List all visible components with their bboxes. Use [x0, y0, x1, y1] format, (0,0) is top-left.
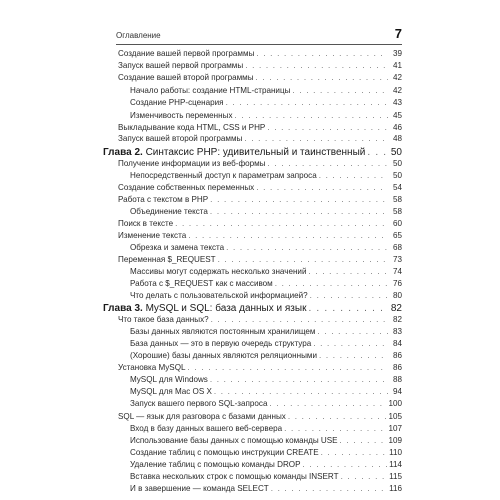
toc-entry-text: Получение информации из веб-формы [118, 159, 266, 168]
toc-entry-text: Работа с текстом в PHP [118, 195, 209, 204]
toc-page-number: 45 [392, 111, 402, 120]
toc-entry [118, 363, 402, 373]
toc-page-number: 58 [392, 207, 402, 216]
toc-page-number: 42 [392, 86, 402, 95]
toc-page-number: 88 [392, 375, 402, 384]
toc-entry-text: Непосредственный доступ к параметрам запроса [130, 171, 317, 180]
toc-page-number: 46 [392, 123, 402, 132]
toc-entry-title [118, 231, 186, 241]
toc-entry [118, 231, 402, 241]
toc-entry-title [130, 351, 317, 361]
dot-leader [210, 195, 388, 205]
toc-entry-title [118, 412, 286, 422]
toc-entry-title [130, 86, 290, 96]
toc-entry-title [118, 49, 254, 59]
toc-entry [118, 123, 402, 133]
toc-entry-text: MySQL для Mac OS X [130, 387, 212, 396]
toc-entry [130, 484, 402, 494]
toc-entry-text: Объединение текста [130, 207, 208, 216]
dot-leader [321, 448, 387, 458]
dot-leader [284, 424, 386, 434]
toc-entry [130, 448, 402, 458]
toc-entry-text: Запуск вашего первого SQL-запроса [130, 399, 268, 408]
toc-entry [130, 171, 402, 181]
toc-page-number: 86 [392, 351, 402, 360]
dot-leader [188, 363, 389, 373]
toc-entry-title [130, 207, 208, 217]
toc-entry-text: Начало работы: создание HTML-страницы [130, 86, 291, 95]
toc-entry [118, 49, 402, 59]
toc-entry-text: Запуск вашей второй программы [118, 134, 243, 143]
toc-entry [118, 315, 402, 325]
toc-page-number: 39 [392, 49, 402, 58]
toc-entry [118, 61, 402, 71]
toc-entry-text: Поиск в тексте [118, 219, 174, 228]
dot-leader [308, 267, 388, 277]
chapter-label: Глава 3. [103, 303, 143, 314]
dot-leader [288, 412, 387, 422]
toc-entry-title [118, 159, 266, 169]
toc-page-number: 84 [392, 339, 402, 348]
toc-entry-title [130, 399, 267, 409]
dot-leader [214, 387, 388, 397]
toc-entry-text: Синтаксис PHP: удивительный и таинственный [145, 147, 366, 158]
dot-leader [256, 73, 388, 83]
dot-leader [218, 255, 388, 265]
toc-page-number: 42 [392, 73, 402, 82]
dot-leader [367, 147, 388, 159]
toc-entry-text: Запуск вашей первой программы [118, 61, 244, 70]
dot-leader [340, 436, 387, 446]
dot-leader [244, 134, 388, 144]
toc-entry-text: Изменение текста [118, 231, 187, 240]
toc-entry-title [118, 255, 216, 265]
toc-page-number: 50 [392, 159, 402, 168]
toc-entry-title [130, 279, 273, 289]
toc-entry-title [118, 315, 209, 325]
toc-entry-title [118, 61, 243, 71]
toc-entry-text: SQL — язык для разговора с базами данных [118, 412, 286, 421]
toc-entry [130, 351, 402, 361]
dot-leader [269, 399, 386, 409]
dot-leader [210, 375, 388, 385]
toc-page-number: 83 [392, 327, 402, 336]
dot-leader [175, 219, 388, 229]
toc-entry-title [130, 424, 282, 434]
dot-leader [210, 207, 388, 217]
toc-entry-text: Удаление таблиц с помощью команды DROP [130, 460, 301, 469]
dot-leader [308, 303, 388, 315]
toc-entry-text: Выкладывание кода HTML, CSS и PHP [118, 123, 266, 132]
dot-leader [271, 484, 387, 494]
toc-page-number: 60 [392, 219, 402, 228]
toc-entry-text: MySQL для Windows [130, 375, 208, 384]
toc-entry [130, 460, 402, 470]
toc-entry-text: (Хорошие) базы данных являются реляционными [130, 351, 318, 360]
toc-entry-title [118, 183, 254, 193]
dot-leader [319, 351, 388, 361]
toc-page-number: 74 [392, 267, 402, 276]
dot-leader [313, 339, 388, 349]
toc-entry-title [103, 303, 306, 315]
dot-leader [319, 171, 388, 181]
dot-leader [267, 123, 388, 133]
toc-entry [130, 424, 402, 434]
running-title: Оглавление [116, 31, 161, 40]
toc-entry-title [130, 436, 338, 446]
toc-entry [130, 375, 402, 385]
toc-page-number: 109 [388, 436, 402, 445]
toc-entry-title [130, 111, 233, 121]
toc-entry-text: Вход в базу данных вашего веб-сервера [130, 424, 283, 433]
dot-leader [235, 111, 389, 121]
toc-page-number: 107 [388, 424, 402, 433]
toc-page-number: 94 [392, 387, 402, 396]
toc-entry [130, 243, 402, 253]
toc-entry [118, 219, 402, 229]
toc-page-number: 100 [388, 399, 402, 408]
dot-leader [211, 315, 388, 325]
toc-entry-title [118, 134, 242, 144]
dot-leader [317, 327, 388, 337]
toc-entry [118, 183, 402, 193]
dot-leader [303, 460, 388, 470]
toc-entry-title [130, 472, 339, 482]
toc-entry-text: Что делать с пользовательской информацией? [130, 291, 308, 300]
toc-entry-title [118, 195, 208, 205]
toc-entry-text: Создание таблиц с помощью инструкции CREATE [130, 448, 319, 457]
toc-entry [130, 339, 402, 349]
toc-page-number: 80 [392, 291, 402, 300]
toc-entry [130, 111, 402, 121]
toc-entry [130, 399, 402, 409]
toc-entry-text: Обрезка и замена текста [130, 243, 225, 252]
chapter-label: Глава 2. [103, 147, 143, 158]
toc-entry-title [118, 73, 254, 83]
toc-entry-title [130, 448, 319, 458]
toc-page-number: 43 [392, 98, 402, 107]
toc-entry-text: Работа с $_REQUEST как с массивом [130, 279, 273, 288]
toc-page-number: 50 [390, 147, 402, 158]
toc-entry-title [130, 387, 212, 397]
toc-entry-text: Вставка нескольких строк с помощью команды INSERT [130, 472, 339, 481]
dot-leader [341, 472, 388, 482]
toc-entry [118, 412, 402, 422]
toc-page-number: 110 [389, 448, 402, 457]
toc-entry-title [118, 123, 265, 133]
toc-page-number: 116 [389, 484, 402, 493]
dot-leader [188, 231, 388, 241]
toc-entry [118, 255, 402, 265]
toc-entry-text: Создание вашей первой программы [118, 49, 255, 58]
toc-entry [130, 387, 402, 397]
toc-entry [118, 195, 402, 205]
page-number: 7 [394, 26, 402, 41]
toc-entry [130, 291, 402, 301]
toc-entry-title [118, 219, 173, 229]
dot-leader [275, 279, 388, 289]
toc-entry-text: MySQL и SQL: база данных и язык [145, 303, 307, 314]
dot-leader [245, 61, 388, 71]
dot-leader [226, 243, 388, 253]
toc-entry [130, 207, 402, 217]
toc-chapter [103, 303, 402, 315]
toc-entry-text: Использование базы данных с помощью команды USE [130, 436, 338, 445]
toc-entry-title [130, 375, 208, 385]
dot-leader [268, 159, 389, 169]
toc-page-number: 54 [392, 183, 402, 192]
toc-entry [118, 159, 402, 169]
toc-entry-text: База данных — это в первую очередь структура [130, 339, 312, 348]
toc-page-number: 68 [392, 243, 402, 252]
toc-entry-text: Установка MySQL [118, 363, 186, 372]
toc-entry [130, 98, 402, 108]
toc-entry-text: И в завершение — команда SELECT [130, 484, 269, 493]
toc-page-number: 114 [389, 460, 402, 469]
toc-entry [118, 73, 402, 83]
toc-entry-title [130, 460, 301, 470]
toc-entry-text: Переменная $_REQUEST [118, 255, 216, 264]
toc-page-number: 82 [390, 303, 402, 314]
toc-entry-title [130, 339, 311, 349]
toc-page-number: 58 [392, 195, 402, 204]
toc-entry [130, 436, 402, 446]
toc-entry-text: Создание собственных переменных [118, 183, 255, 192]
toc-entry-text: Изменчивость переменных [130, 111, 233, 120]
page-header [116, 26, 402, 45]
toc-page-number: 86 [392, 363, 402, 372]
dot-leader [310, 291, 388, 301]
toc-entry-title [130, 484, 269, 494]
toc-entry [130, 267, 402, 277]
toc-page-number: 82 [392, 315, 402, 324]
toc-page-number: 115 [389, 472, 402, 481]
toc-entry-title [130, 98, 224, 108]
dot-leader [256, 183, 388, 193]
dot-leader [292, 86, 388, 96]
toc-entry-title [118, 363, 186, 373]
toc-entry-text: Базы данных являются постоянным хранилищем [130, 327, 316, 336]
toc-page-number: 50 [392, 171, 402, 180]
toc-entry-title [130, 243, 224, 253]
dot-leader [226, 98, 388, 108]
toc-entry [130, 279, 402, 289]
toc-page-number: 41 [392, 61, 402, 70]
toc-entry-title [130, 327, 315, 337]
toc-entry-title [130, 267, 306, 277]
toc-page-number: 76 [392, 279, 402, 288]
toc-entry-text: Создание PHP-сценария [130, 98, 224, 107]
toc-entry-text: Что такое база данных? [118, 315, 209, 324]
dot-leader [256, 49, 388, 59]
toc-entry [130, 327, 402, 337]
toc-chapter [103, 147, 402, 159]
toc-entry-title [130, 171, 317, 181]
toc-page-number: 48 [392, 134, 402, 143]
toc-entry [130, 86, 402, 96]
toc-entry-title [130, 291, 308, 301]
toc-page-number: 73 [392, 255, 402, 264]
toc-entry [118, 134, 402, 144]
toc-page-number: 65 [392, 231, 402, 240]
toc-entry-title [103, 147, 365, 159]
toc-entry-text: Создание вашей второй программы [118, 73, 254, 82]
toc-entry [130, 472, 402, 482]
toc-entry-text: Массивы могут содержать несколько значений [130, 267, 307, 276]
toc-page-number: 105 [388, 412, 402, 421]
